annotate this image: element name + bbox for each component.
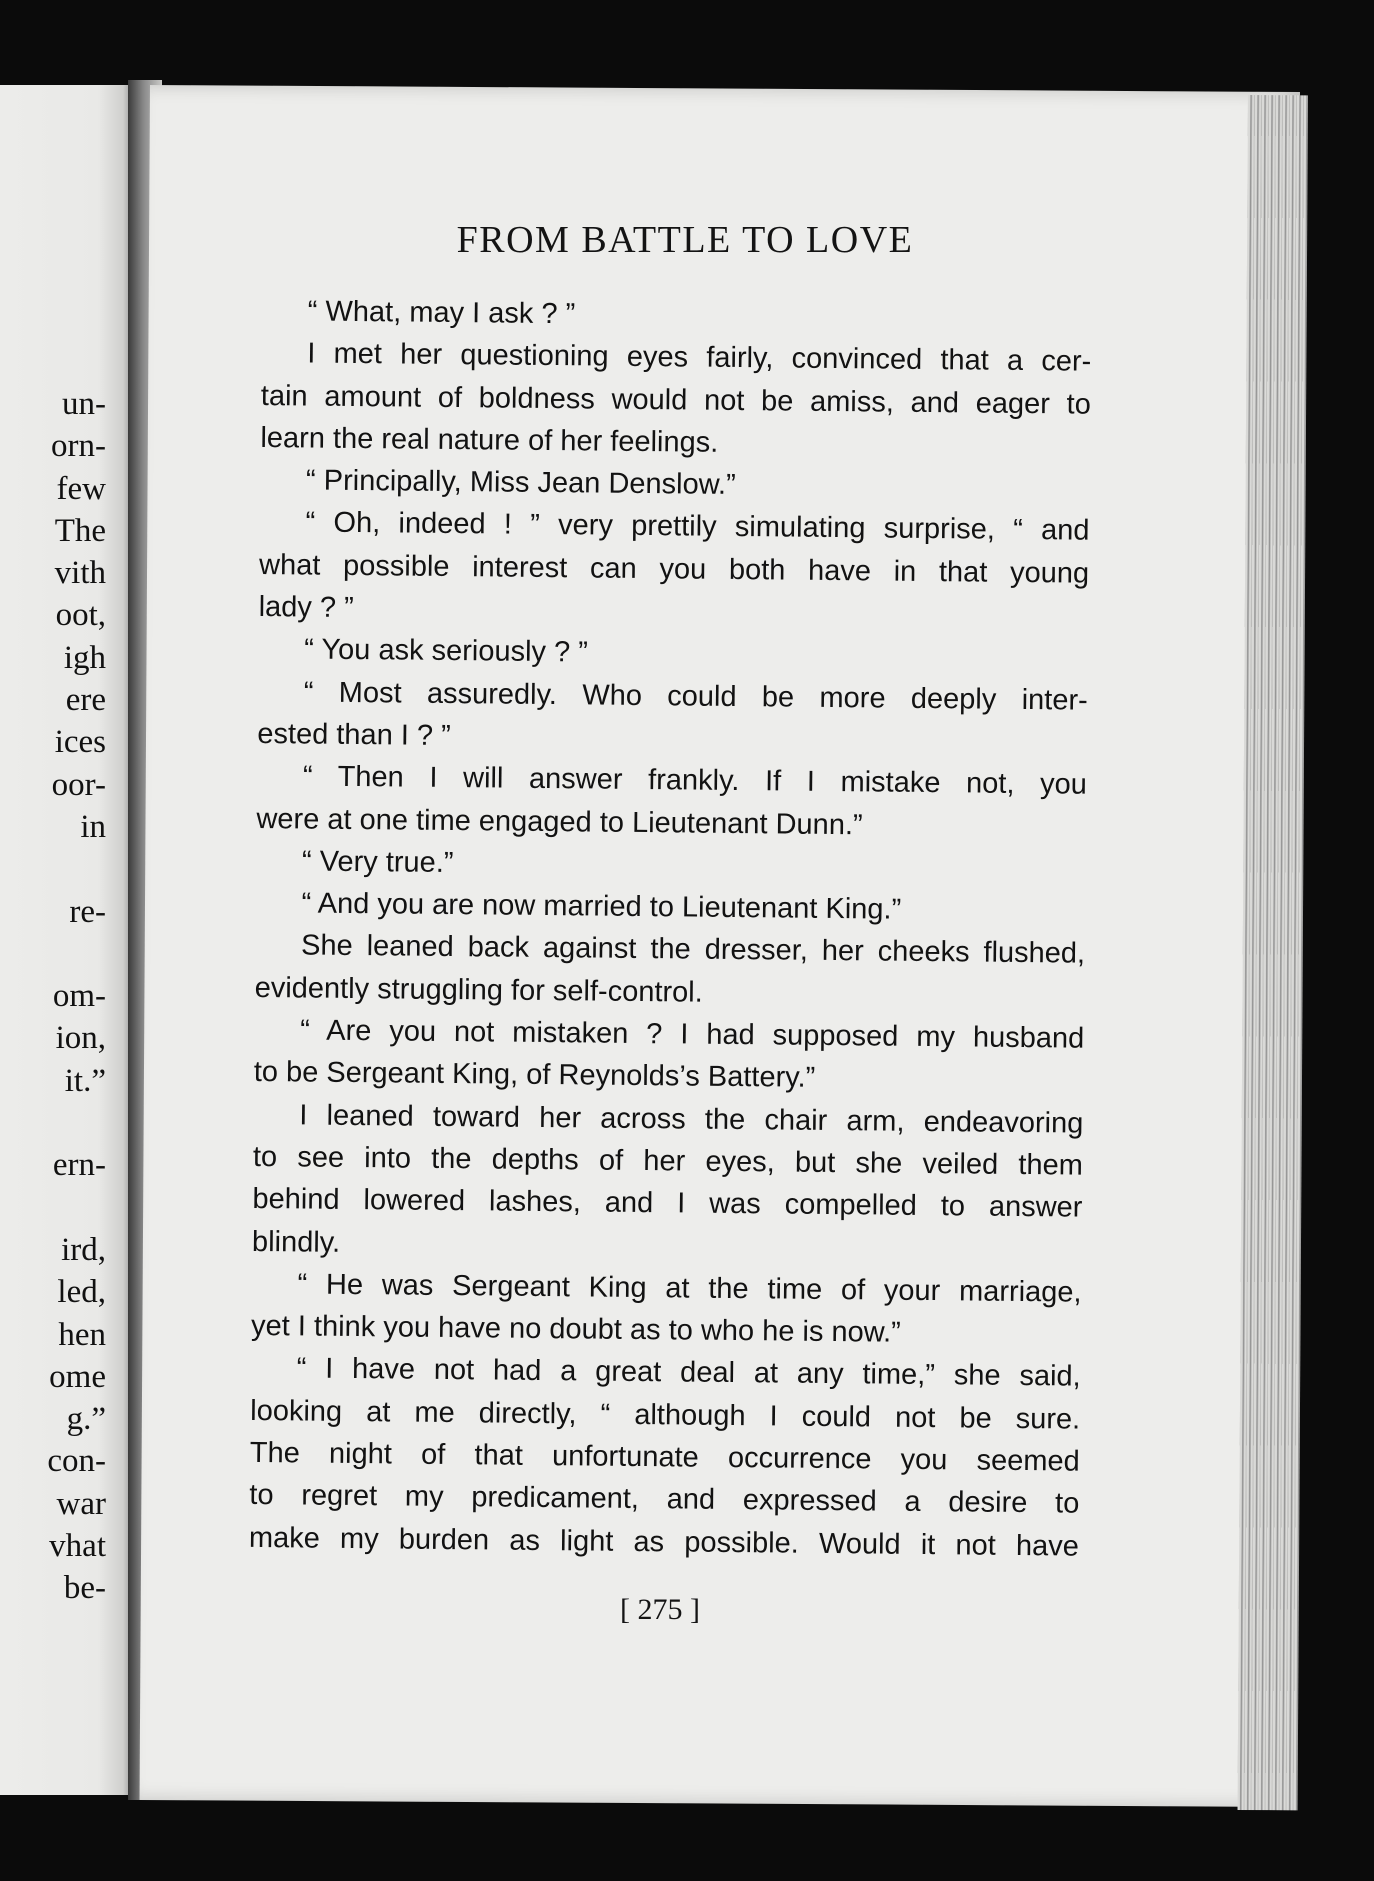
left-page-line-fragments [47,383,106,1610]
text-line: “ And you are now married to Lieutenant King.” [301,887,902,926]
left-line-fragment: vith [54,555,106,592]
left-line-fragment: igh [63,639,106,676]
left-line-fragment: be- [63,1570,106,1607]
text-line: “ Oh, indeed ! ” very prettily simulating surprise, “ and [305,506,1090,548]
left-line-fragment: ern- [52,1147,106,1184]
left-line-fragment: orn- [51,428,106,465]
text-line: “ You ask seriously ? ” [304,633,589,669]
text-line: “ Are you not mistaken ? I had supposed my husband [300,1014,1085,1055]
text-line: to see into the depths of her eyes, but she veiled them [252,1140,1084,1182]
text-line: to be Sergeant King, of Reynolds’s Battery.” [253,1056,816,1095]
text-line: yet I think you have no doubt as to who he is now.” [250,1310,901,1349]
text-line: what possible interest can you both have in that young [258,548,1090,590]
left-line-fragment [47,933,106,975]
left-line-fragment: few [56,470,106,507]
left-line-fragment: ome [49,1358,106,1395]
left-facing-page [0,85,140,1795]
left-line-fragment: g.” [66,1401,106,1438]
text-line: lady ? ” [258,591,354,625]
left-line-fragment: ere [65,682,106,719]
text-line: She leaned back against the dresser, her cheeks flushed, [300,929,1086,971]
text-line: blindly. [251,1225,341,1259]
text-line: “ Very true.” [301,845,454,879]
left-line-fragment [47,848,106,890]
text-line: behind lowered lashes, and I was compelled to answer [252,1183,1083,1224]
left-line-fragment: re- [69,893,106,930]
left-line-fragment: un- [62,386,106,422]
text-line: evidently struggling for self-control. [254,971,703,1009]
left-line-fragment: ion, [55,1020,106,1057]
body-text [249,290,1092,1568]
text-line: “ Principally, Miss Jean Denslow.” [305,464,736,502]
left-line-fragment: it.” [64,1062,106,1099]
left-line-fragment: vhat [49,1528,106,1565]
left-line-fragment: con- [47,1443,106,1480]
text-line: “ What, may I ask ? ” [307,295,576,331]
left-line-fragment: om- [52,978,106,1015]
page-edges [1238,95,1308,1810]
text-line: tain amount of boldness would not be amiss, and eager to [260,379,1092,421]
page-number: [ 275 ] [620,1593,700,1626]
left-line-fragment: war [56,1485,106,1522]
left-line-fragment [47,1187,106,1229]
left-line-fragment: The [54,512,106,549]
text-line: ested than I ? ” [257,717,451,752]
text-line: looking at me directly, “ although I could not be sure. [250,1394,1081,1436]
text-line: make my burden as light as possible. Would it not have [248,1521,1080,1563]
left-line-fragment: oor- [51,766,106,803]
left-line-fragment: oot, [55,597,106,634]
text-line: “ Then I will answer frankly. If I mistake not, you [302,760,1088,801]
text-line: I met her questioning eyes fairly, convinced that a cer- [307,337,1092,378]
text-line: I leaned toward her across the chair arm, endeavoring [299,1099,1084,1140]
text-line: “ Most assuredly. Who could be more deeply inter- [303,676,1088,717]
left-line-fragment: ird, [61,1231,106,1268]
text-line: The night of that unfortunate occurrence you seemed [249,1436,1080,1478]
left-line-fragment [47,1102,106,1144]
left-line-fragment: ices [54,724,106,761]
running-head: FROM BATTLE TO LOVE [456,219,914,261]
left-line-fragment: in [80,808,106,845]
text-line: were at one time engaged to Lieutenant Dunn.” [256,802,863,841]
text-line: to regret my predicament, and expressed a desire to [249,1479,1080,1520]
left-line-fragment: led, [57,1274,106,1311]
text-line: “ I have not had a great deal at any time,” she said, [296,1352,1081,1394]
left-line-fragment: hen [58,1316,106,1353]
text-line: “ He was Sergeant King at the time of your marriage, [297,1268,1082,1309]
text-line: learn the real nature of her feelings. [260,421,719,459]
